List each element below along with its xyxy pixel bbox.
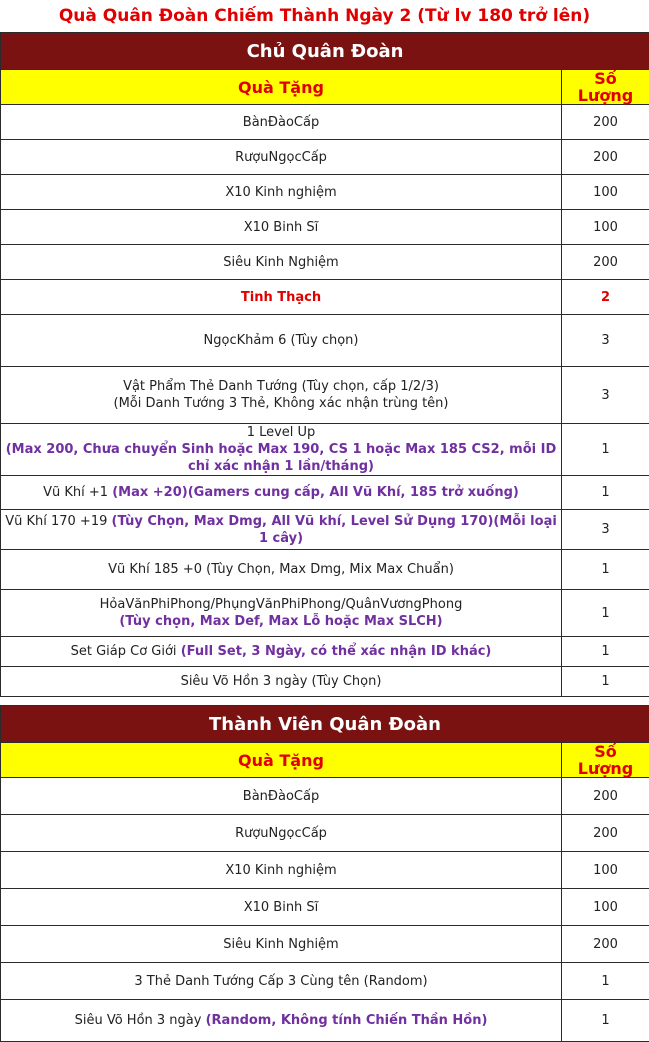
- gift-cell: [1, 510, 562, 550]
- gift-quantity: 1: [562, 1000, 649, 1042]
- gift-name: Vật Phẩm Thẻ Danh Tướng (Tùy chọn, cấp 1/2/3): [5, 378, 557, 395]
- table-row: [1, 550, 649, 590]
- gift-note: (Random, Không tính Chiến Thần Hồn): [206, 1013, 488, 1028]
- table-row: [1, 590, 649, 637]
- gift-name-line2: (Mỗi Danh Tướng 3 Thẻ, Không xác nhận trùng tên): [5, 395, 557, 412]
- leader-rewards-table: [0, 32, 649, 697]
- gift-quantity: 3: [562, 510, 649, 550]
- gift-quantity: 1: [562, 667, 649, 697]
- column-header-quantity: Số Lượng: [562, 743, 649, 778]
- gift-name: RượuNgọcCấp: [1, 815, 562, 852]
- table-row: [1, 105, 649, 140]
- table-row: [1, 280, 649, 315]
- gift-quantity: 200: [562, 778, 649, 815]
- gift-cell: [1, 476, 562, 510]
- table-row: [1, 926, 649, 963]
- gift-quantity: 1: [562, 963, 649, 1000]
- gift-quantity: 100: [562, 175, 649, 210]
- section-gap: [0, 697, 649, 705]
- gift-quantity: 100: [562, 210, 649, 245]
- gift-quantity: 1: [562, 590, 649, 637]
- table-row: [1, 889, 649, 926]
- gift-note: (Full Set, 3 Ngày, có thể xác nhận ID khác): [181, 644, 492, 659]
- gift-note: (Tùy Chọn, Max Dmg, All Vũ khí, Level Sử Dụng 170)(Mỗi loại 1 cây): [112, 514, 557, 546]
- gift-name: X10 Binh Sĩ: [1, 210, 562, 245]
- table-row: [1, 476, 649, 510]
- gift-name: BànĐàoCấp: [1, 778, 562, 815]
- table-row: [1, 510, 649, 550]
- gift-quantity: 1: [562, 550, 649, 590]
- table-row: [1, 424, 649, 476]
- gift-quantity: 200: [562, 245, 649, 280]
- gift-quantity: 3: [562, 315, 649, 367]
- gift-quantity: 200: [562, 140, 649, 175]
- gift-name: Vũ Khí 170 +19: [5, 514, 107, 529]
- column-header-gift: Quà Tặng: [1, 743, 562, 778]
- table-row: [1, 1000, 649, 1042]
- gift-quantity: 200: [562, 105, 649, 140]
- table-row: [1, 963, 649, 1000]
- gift-name: Vũ Khí +1: [43, 485, 108, 500]
- gift-quantity: 1: [562, 637, 649, 667]
- table-row: [1, 210, 649, 245]
- column-header-gift: Quà Tặng: [1, 70, 562, 105]
- page-title: Quà Quân Đoàn Chiếm Thành Ngày 2 (Từ lv 180 trở lên): [0, 0, 649, 32]
- gift-note: (Tùy chọn, Max Def, Max Lỗ hoặc Max SLCH): [5, 613, 557, 630]
- table-row: [1, 667, 649, 697]
- gift-note: (Max 200, Chưa chuyển Sinh hoặc Max 190, CS 1 hoặc Max 185 CS2, mỗi ID chỉ xác nhận 1 lần/tháng): [5, 441, 557, 475]
- gift-name: Set Giáp Cơ Giới: [71, 644, 177, 659]
- gift-name: RượuNgọcCấp: [1, 140, 562, 175]
- table-row: [1, 778, 649, 815]
- table-row: [1, 175, 649, 210]
- gift-quantity: 200: [562, 815, 649, 852]
- member-rewards-table: [0, 705, 649, 1042]
- section-header: Chủ Quân Đoàn: [1, 33, 649, 70]
- table-row: [1, 852, 649, 889]
- gift-name: 3 Thẻ Danh Tướng Cấp 3 Cùng tên (Random): [1, 963, 562, 1000]
- gift-name: Siêu Kinh Nghiệm: [1, 245, 562, 280]
- table-row: [1, 815, 649, 852]
- gift-name: BànĐàoCấp: [1, 105, 562, 140]
- gift-quantity: 200: [562, 926, 649, 963]
- gift-name: Siêu Kinh Nghiệm: [1, 926, 562, 963]
- gift-name: X10 Kinh nghiệm: [1, 852, 562, 889]
- section-header: Thành Viên Quân Đoàn: [1, 706, 649, 743]
- gift-cell: [1, 590, 562, 637]
- table-row: [1, 637, 649, 667]
- gift-cell: [1, 424, 562, 476]
- gift-cell: [1, 637, 562, 667]
- gift-name: Vũ Khí 185 +0 (Tùy Chọn, Max Dmg, Mix Max Chuẩn): [1, 550, 562, 590]
- gift-quantity: 1: [562, 424, 649, 476]
- table-row: [1, 315, 649, 367]
- gift-quantity: 100: [562, 852, 649, 889]
- table-row: [1, 140, 649, 175]
- gift-name: Siêu Võ Hồn 3 ngày: [75, 1013, 202, 1028]
- gift-name: X10 Binh Sĩ: [1, 889, 562, 926]
- gift-note: (Max +20)(Gamers cung cấp, All Vũ Khí, 185 trở xuống): [112, 485, 519, 500]
- gift-name: 1 Level Up: [5, 424, 557, 441]
- column-header-quantity: Số Lượng: [562, 70, 649, 105]
- table-row: [1, 367, 649, 424]
- gift-quantity: 100: [562, 889, 649, 926]
- gift-quantity: 1: [562, 476, 649, 510]
- gift-cell: [1, 367, 562, 424]
- gift-cell: [1, 1000, 562, 1042]
- gift-name: HỏaVănPhiPhong/PhụngVănPhiPhong/QuânVươngPhong: [5, 596, 557, 613]
- gift-name: X10 Kinh nghiệm: [1, 175, 562, 210]
- gift-name: NgọcKhảm 6 (Tùy chọn): [1, 315, 562, 367]
- gift-quantity: 2: [562, 280, 649, 315]
- gift-quantity: 3: [562, 367, 649, 424]
- gift-name: Tinh Thạch: [1, 280, 562, 315]
- gift-name: Siêu Võ Hồn 3 ngày (Tùy Chọn): [1, 667, 562, 697]
- table-row: [1, 245, 649, 280]
